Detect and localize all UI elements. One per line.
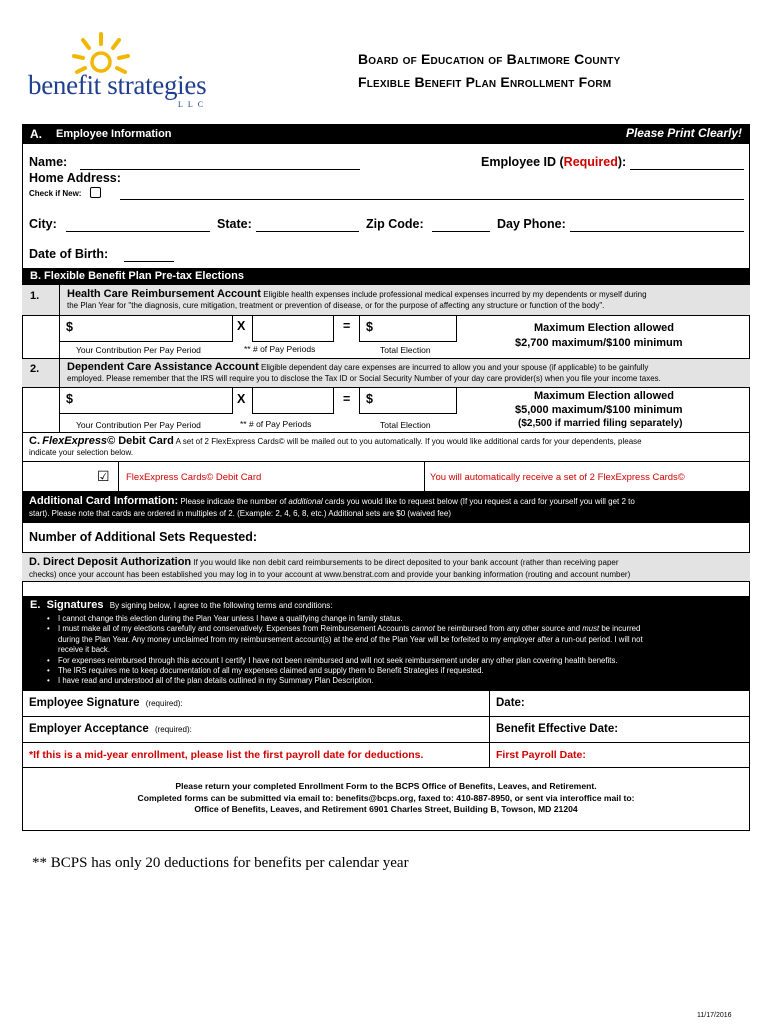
- equals-sign: =: [343, 319, 351, 333]
- dcaa-max-line2: $5,000 maximum/$100 minimum: [515, 404, 683, 416]
- dcaa-contribution-label: Your Contribution Per Pay Period: [76, 420, 201, 430]
- divider: [489, 691, 490, 767]
- list-item: • I must make all of my elections carefully and conservatively. Expenses from Reimbursement Accounts cannot be reimbursed from any other source and must be incurred during the Plan Year. Any money unclaimed from my reimbursement account(s) at the end of the Plan Year will be forfeited to my employer after a run-out period. I will not receive it back.: [40, 624, 740, 655]
- benefit-effective-date-field[interactable]: Benefit Effective Date:: [496, 723, 619, 735]
- first-payroll-date-field[interactable]: First Payroll Date:: [496, 749, 586, 761]
- additional-sets-field[interactable]: [256, 543, 456, 544]
- new-address-checkbox[interactable]: [90, 187, 101, 198]
- divider: [118, 461, 119, 491]
- dcaa-heading: Dependent Care Assistance Account: [67, 361, 259, 373]
- section-d-text: D. Direct Deposit Authorization If you would like non debit card reimbursements to be direct deposited to your bank account (rather than receiving paper checks) once your account has been established you may log in to your account at www.benstrat.com and provide your banking information (routing and account number): [29, 556, 631, 579]
- city-label: City:: [29, 217, 57, 231]
- hcra-contribution-box[interactable]: $: [59, 315, 233, 342]
- item1-number: 1.: [30, 290, 40, 302]
- dob-field[interactable]: [124, 261, 174, 262]
- list-item: • The IRS requires me to keep documentation of all my expenses claimed and supply them to Benefit Strategies if requested.: [40, 666, 740, 676]
- dcaa-description: Dependent Care Assistance Account Eligible dependent day care expenses are incurred to allow you and your spouse (if applicable) to be gainfully employed. Please remember that the IRS will require you to disclose the Tax ID or Social Security Number of your day care provider(s) when you file your income taxes.: [67, 361, 661, 383]
- form-title-line1: Board of Education of Baltimore County: [358, 51, 621, 67]
- dob-label: Date of Birth:: [29, 247, 109, 261]
- hcra-total-box[interactable]: $: [359, 315, 457, 342]
- revision-date: 11/17/2016: [697, 1012, 732, 1019]
- day-phone-field[interactable]: [570, 231, 744, 232]
- divider: [22, 742, 750, 743]
- hcra-periods-label: ** # of Pay Periods: [244, 344, 316, 354]
- hcra-periods-box[interactable]: [252, 315, 334, 342]
- deductions-note: ** BCPS has only 20 deductions for benefits per calendar year: [32, 855, 409, 871]
- print-clearly-note: Please Print Clearly!: [625, 126, 742, 140]
- flexexpress-brand: FlexExpress: [42, 435, 108, 447]
- zip-label: Zip Code:: [366, 217, 424, 231]
- terms-list: [40, 614, 740, 687]
- employer-acceptance-field[interactable]: Employer Acceptance (required):: [29, 723, 192, 735]
- divider: [22, 767, 750, 768]
- logo-name: benefit strategies: [28, 70, 207, 100]
- hcra-description: Health Care Reimbursement Account Eligible health expenses include professional medical expenses incurred by my dependents or myself during the Plan Year for "the diagnosis, cure mitigation, treatment or prevention of disease, or for the purpose of affecting any structure or function of the body".: [67, 288, 647, 310]
- state-field[interactable]: [256, 231, 359, 232]
- divider: [22, 716, 750, 717]
- section-b-title: B. Flexible Benefit Plan Pre-tax Elections: [30, 270, 244, 282]
- section-a-title: Employee Information: [56, 128, 172, 140]
- divider: [424, 461, 425, 491]
- logo-suffix: LLC: [178, 100, 209, 109]
- state-label: State:: [217, 217, 252, 231]
- section-e-header: E. Signatures By signing below, I agree to the following terms and conditions:: [30, 599, 333, 611]
- section-b-header: [22, 268, 750, 285]
- hcra-max-line2: $2,700 maximum/$100 minimum: [515, 337, 683, 349]
- section-a-letter: A.: [30, 127, 42, 141]
- signatures-title: Signatures: [46, 599, 104, 611]
- list-item: • I have read and understood all of the plan details outlined in my Summary Plan Description.: [40, 676, 740, 686]
- home-address-field[interactable]: [120, 199, 744, 200]
- dcaa-contribution-box[interactable]: $: [59, 387, 233, 414]
- check-if-new-label: Check if New:: [29, 189, 82, 198]
- zip-field[interactable]: [432, 231, 490, 232]
- item2-number: 2.: [30, 363, 40, 375]
- divider: [22, 581, 750, 582]
- section-a-header: [22, 124, 750, 144]
- debit-card-checkbox[interactable]: ☑: [97, 468, 110, 484]
- auto-receive-note: You will automatically receive a set of 2 FlexExpress Cards©: [430, 472, 685, 483]
- hcra-heading: Health Care Reimbursement Account: [67, 288, 261, 300]
- form-title-line2: Flexible Benefit Plan Enrollment Form: [358, 74, 612, 90]
- additional-card-text: Additional Card Information: Please indicate the number of additional cards you would like to request below (If you request a card for yourself you will get 2 to start). Please note that cards are ordered in multiples of 2. (Example: 2, 4, 6, 8, etc.) Additional sets are $0 (waived fee): [29, 495, 635, 518]
- name-label: Name:: [29, 155, 68, 169]
- required-mark: Required: [563, 155, 618, 169]
- date-field[interactable]: Date:: [496, 697, 525, 709]
- additional-sets-label: Number of Additional Sets Requested:: [29, 530, 258, 544]
- divider: [22, 432, 750, 433]
- list-item: • For expenses reimbursed through this account I certify I have not been reimbursed and will not seek reimbursement under any other plan covering health benefits.: [40, 656, 740, 666]
- divider: [22, 461, 750, 462]
- hcra-max-line1: Maximum Election allowed: [534, 322, 674, 334]
- day-phone-label: Day Phone:: [497, 217, 566, 231]
- dcaa-periods-box[interactable]: [252, 387, 334, 414]
- logo: [28, 30, 218, 110]
- dcaa-total-label: Total Election: [380, 420, 431, 430]
- hcra-contribution-label: Your Contribution Per Pay Period: [76, 345, 201, 355]
- times-sign: X: [237, 392, 246, 406]
- times-sign: X: [237, 319, 246, 333]
- employee-id-label: Employee ID (Required):: [481, 155, 627, 169]
- equals-sign: =: [343, 392, 351, 406]
- dcaa-total-box[interactable]: $: [359, 387, 457, 414]
- city-field[interactable]: [66, 231, 210, 232]
- section-c-header: C. FlexExpress© Debit Card A set of 2 FlexExpress Cards© will be mailed out to you automatically. If you would like additional cards for your dependents, please indicate your selection below.: [29, 435, 642, 457]
- return-instructions: Please return your completed Enrollment Form to the BCPS Office of Benefits, Leaves, and Retirement. Completed forms can be submitted via email to: benefits@bcps.org, faxed to: 410-887-8950, or sent via interoffice mail to: Office of Benefits, Leaves, and Retirement 6901 Charles Street, Building B, Towson, MD 21204: [137, 781, 635, 814]
- employee-id-field[interactable]: [630, 169, 744, 170]
- dcaa-periods-label: ** # of Pay Periods: [240, 419, 312, 429]
- employee-signature-field[interactable]: Employee Signature (required):: [29, 697, 183, 709]
- home-address-label: Home Address:: [29, 171, 121, 185]
- name-field[interactable]: [80, 169, 360, 170]
- dcaa-max-line3: ($2,500 if married filing separately): [518, 418, 683, 429]
- debit-card-label: FlexExpress Cards© Debit Card: [126, 472, 262, 483]
- midyear-note: *If this is a mid-year enrollment, please list the first payroll date for deductions.: [29, 749, 424, 761]
- dcaa-max-line1: Maximum Election allowed: [534, 390, 674, 402]
- list-item: • I cannot change this election during the Plan Year unless I have a qualifying change in family status.: [40, 614, 740, 624]
- hcra-total-label: Total Election: [380, 345, 431, 355]
